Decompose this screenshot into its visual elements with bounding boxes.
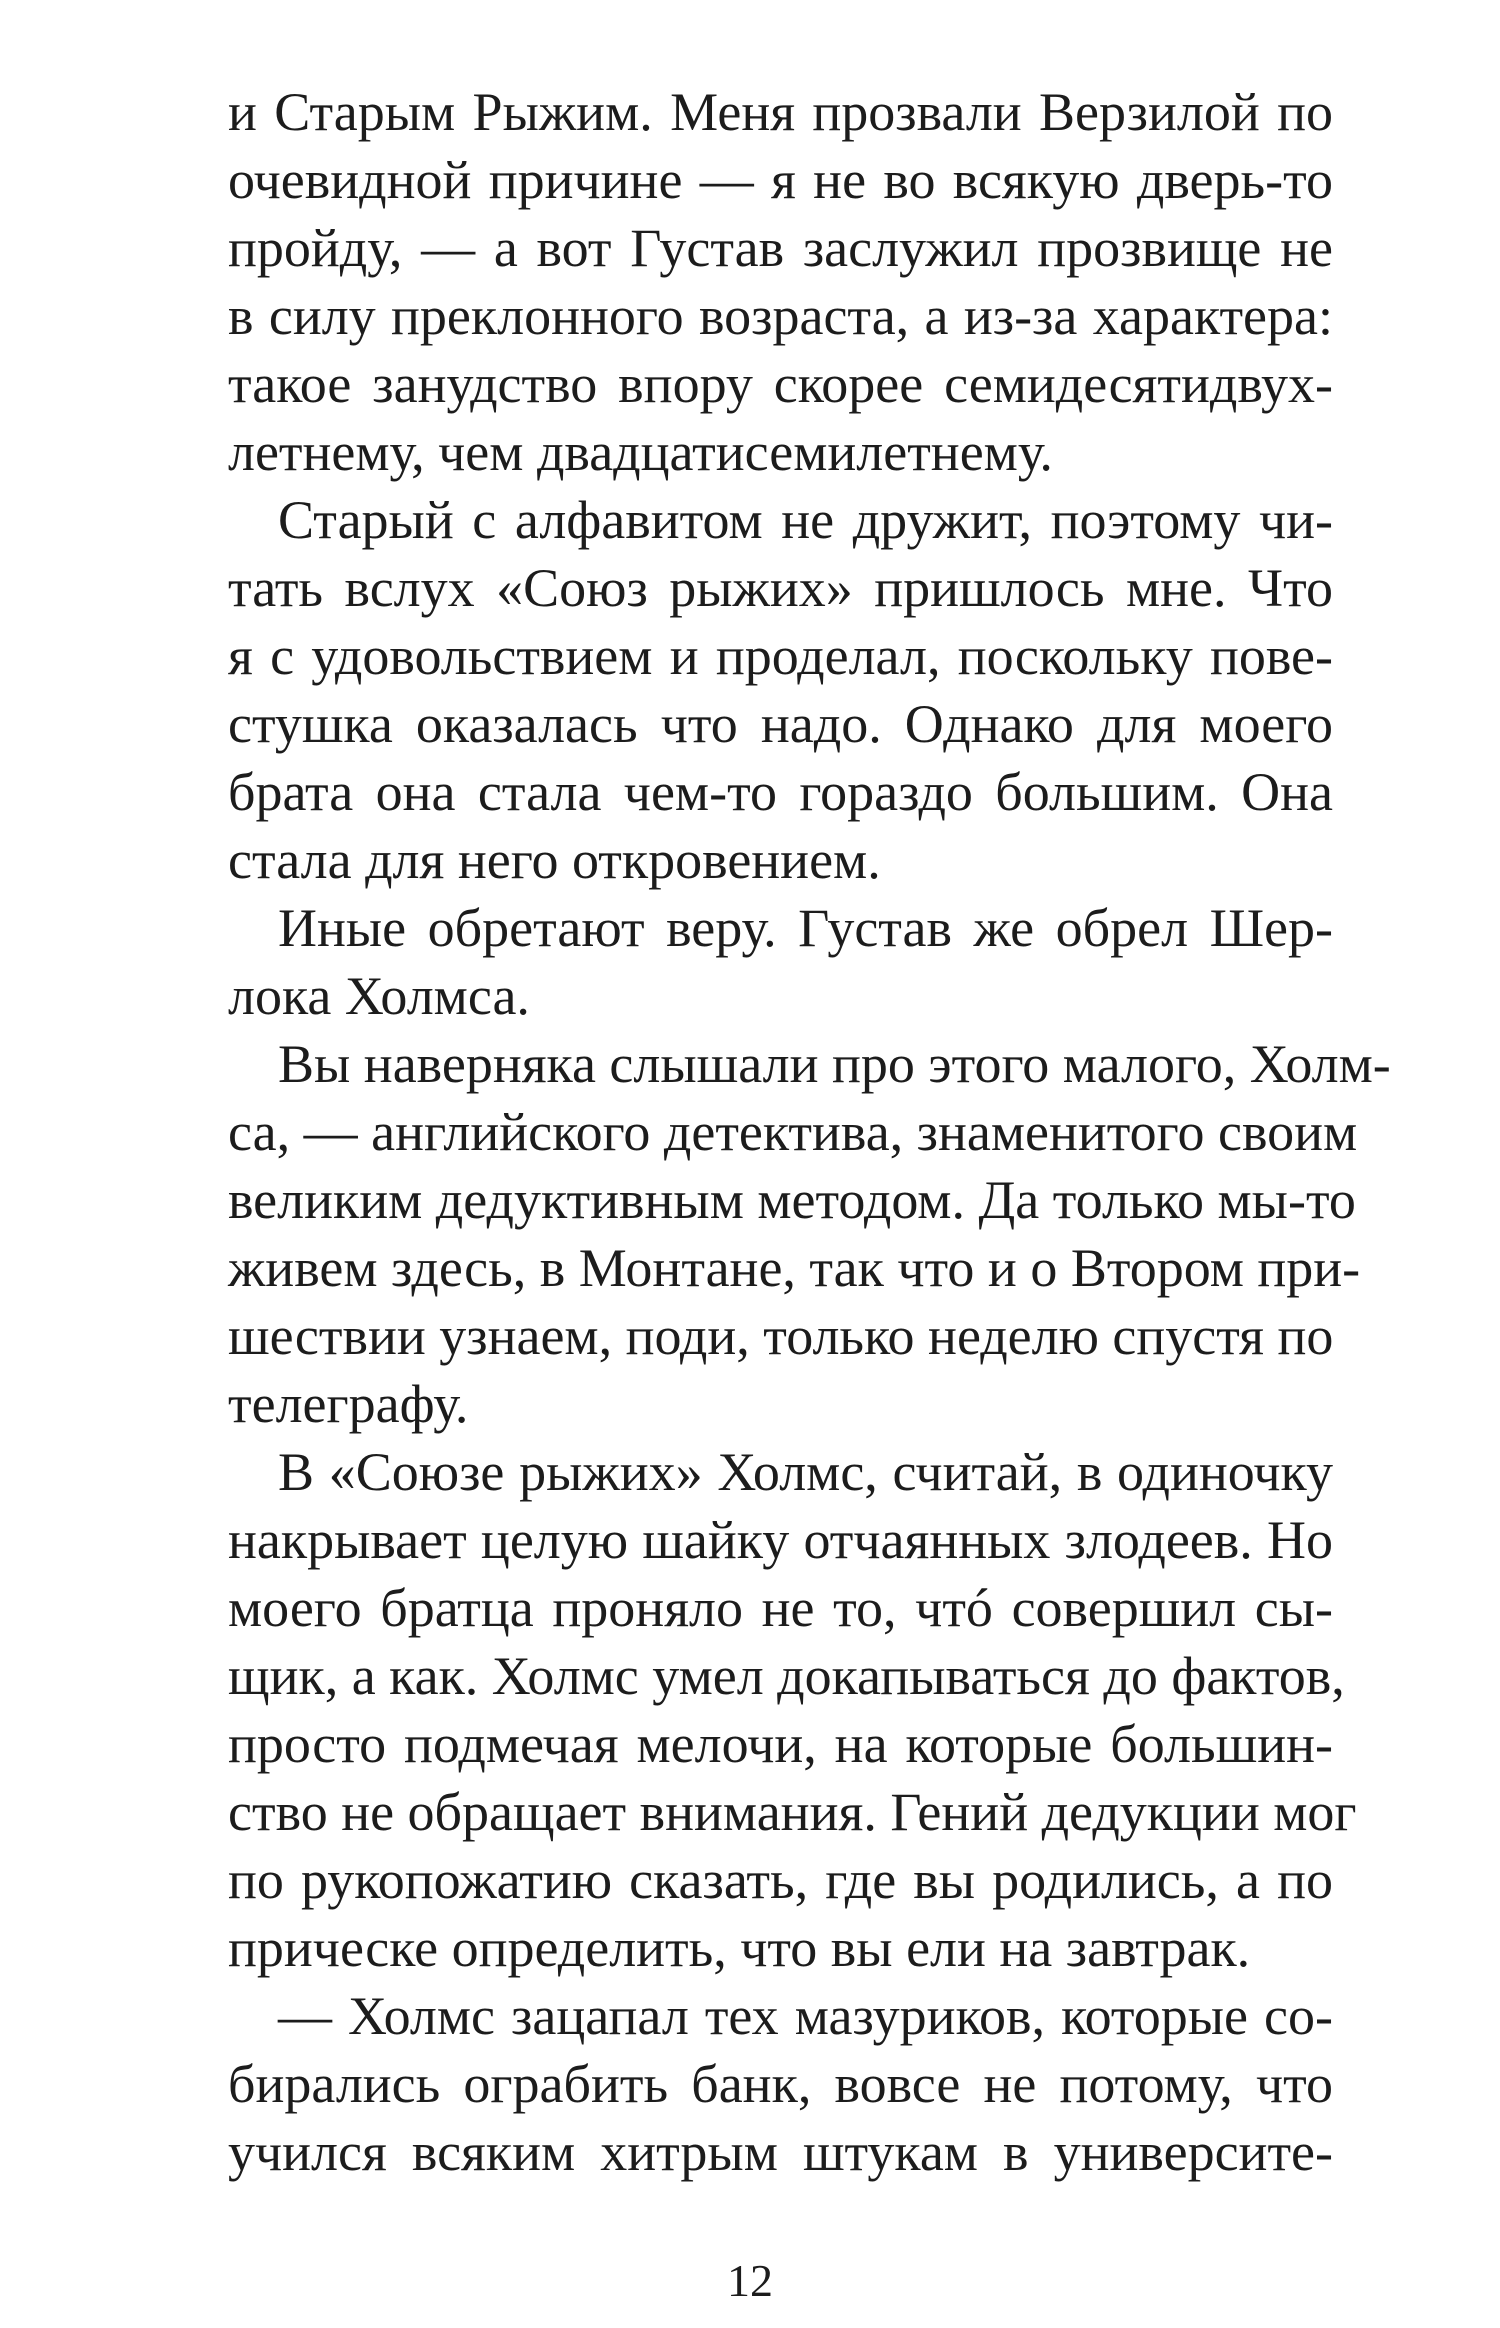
text-line: я с удовольствием и проделал, поскольку пове- [228,626,1333,686]
text-line: прическе определить, что вы ели на завтрак. [228,1918,1251,1978]
text-line: — Холмс зацапал тех мазуриков, которые со- [278,1986,1333,2046]
text-line: по рукопожатию сказать, где вы родились, а по [228,1850,1333,1910]
body-text [228,78,1391,2186]
text-line: накрывает целую шайку отчаянных злодеев. Но [228,1510,1333,1570]
text-line: ство не обращает внимания. Гений дедукции мог [228,1782,1357,1842]
text-line: стушка оказалась что надо. Однако для моего [228,694,1333,754]
text-line: щик, а как. Холмс умел докапываться до фактов, [228,1646,1345,1706]
text-line: стала для него откровением. [228,830,881,890]
text-line: в силу преклонного возраста, а из-за характера: [228,286,1333,346]
text-line: В «Союзе рыжих» Холмс, считай, в одиночку [278,1442,1333,1502]
text-line: просто подмечая мелочи, на которые большин- [228,1714,1333,1774]
text-line: живем здесь, в Монтане, так что и о Втором при- [228,1238,1361,1298]
text-line: бирались ограбить банк, вовсе не потому, что [228,2054,1333,2114]
text-line: са, — английского детектива, знаменитого своим [228,1102,1358,1162]
text-line: шествии узнаем, поди, только неделю спустя по [228,1306,1334,1366]
text-line: тать вслух «Союз рыжих» пришлось мне. Что [228,558,1333,618]
text-line: Иные обретают веру. Густав же обрел Шер- [278,898,1333,958]
text-line: великим дедуктивным методом. Да только мы-то [228,1170,1356,1230]
text-line: пройду, — а вот Густав заслужил прозвище не [228,218,1333,278]
text-line: такое занудство впору скорее семидесятидвух- [228,354,1333,414]
text-line: Старый с алфавитом не дружит, поэтому чи- [278,490,1333,550]
text-line: брата она стала чем-то гораздо большим. Она [228,762,1333,822]
text-line: телеграфу. [228,1374,469,1434]
page-number: 12 [727,2255,773,2306]
text-line: летнему, чем двадцатисемилетнему. [228,422,1053,482]
text-line: очевидной причине — я не во всякую дверь-то [228,150,1333,210]
text-line: и Старым Рыжим. Меня прозвали Верзилой по [228,82,1333,142]
text-line: лока Холмса. [228,966,530,1026]
text-line: учился всяким хитрым штукам в университе- [228,2122,1333,2182]
text-line: моего братца проняло не то, чтó совершил сы- [228,1578,1333,1638]
text-line: Вы наверняка слышали про этого малого, Холм- [278,1034,1391,1094]
